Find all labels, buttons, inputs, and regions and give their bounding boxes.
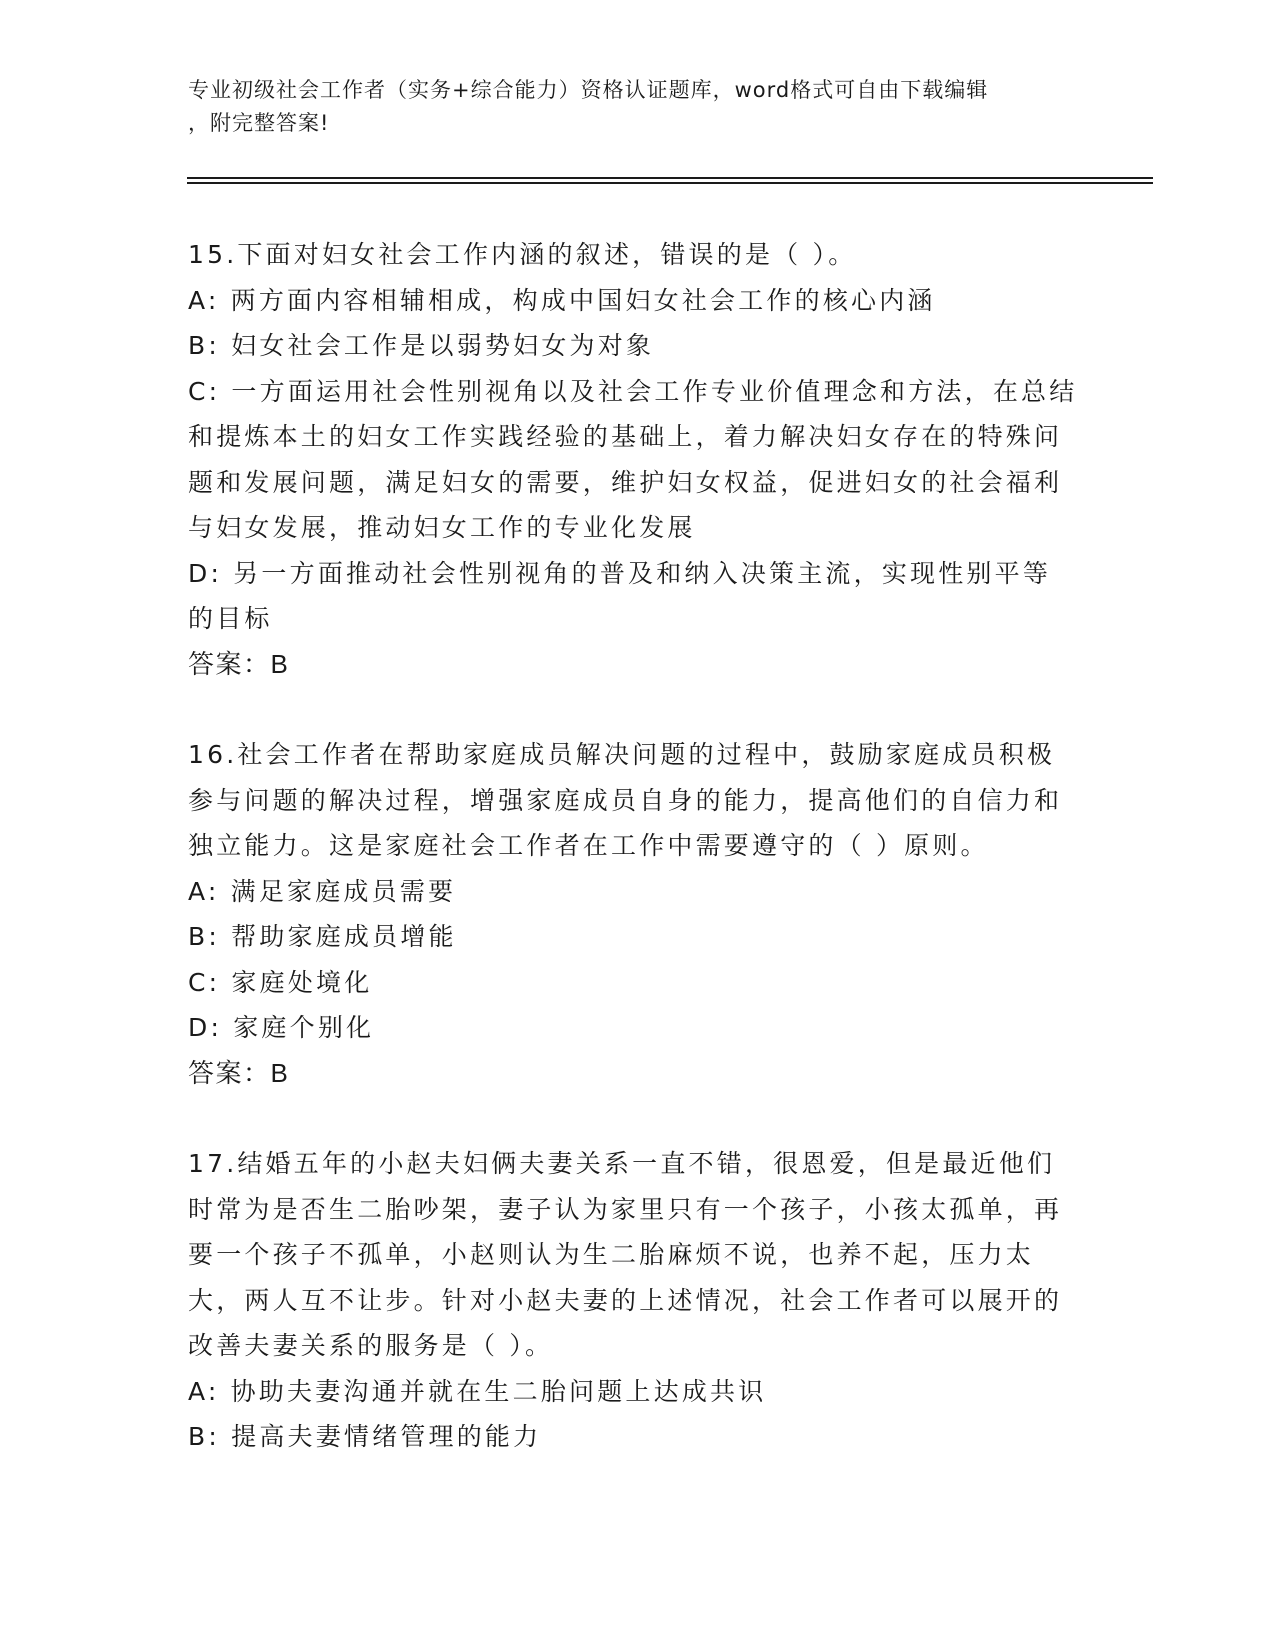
option-a: A: 协助夫妻沟通并就在生二胎问题上达成共识 xyxy=(188,1376,767,1406)
question-stem: 17.结婚五年的小赵夫妇俩夫妻关系一直不错，很恩爱，但是最近他们时常为是否生二胎吵架，妻子认为家里只有一个孩子，小孩太孤单，再要一个孩子不孤单，小赵则认为生二胎麻烦不说，也养不起，压力太大，两人互不让步。针对小赵夫妻的上述情况，社会工作者可以展开的改善夫妻关系的服务是（ ）。 xyxy=(188,1149,1063,1360)
header-divider-top xyxy=(187,177,1153,179)
question-list xyxy=(188,232,1078,1505)
header-title-line-2: ，附完整答案! xyxy=(188,111,330,135)
answer-line: 答案：B xyxy=(188,1057,290,1088)
question-17 xyxy=(188,1141,1078,1460)
option-a: A: 两方面内容相辅相成，构成中国妇女社会工作的核心内涵 xyxy=(188,285,936,315)
question-16 xyxy=(188,732,1078,1096)
header-title-line-1: 专业初级社会工作者（实务+综合能力）资格认证题库，word格式可自由下载编辑 xyxy=(188,78,989,102)
answer-line: 答案：B xyxy=(188,648,290,679)
header-divider-bottom xyxy=(187,182,1153,184)
option-c: C: 一方面运用社会性别视角以及社会工作专业价值理念和方法，在总结和提炼本土的妇女工作实践经验的基础上，着力解决妇女存在的特殊问题和发展问题，满足妇女的需要，维护妇女权益，促进妇女的社会福利与妇女发展，推动妇女工作的专业化发展 xyxy=(188,376,1078,542)
document-header xyxy=(188,74,1088,140)
question-stem: 15.下面对妇女社会工作内涵的叙述，错误的是（ ）。 xyxy=(188,240,857,269)
option-b: B: 提高夫妻情绪管理的能力 xyxy=(188,1422,542,1451)
option-b: B: 妇女社会工作是以弱势妇女为对象 xyxy=(188,331,655,360)
option-b: B: 帮助家庭成员增能 xyxy=(188,922,457,951)
option-d: D: 另一方面推动社会性别视角的普及和纳入决策主流，实现性别平等的目标 xyxy=(188,558,1052,633)
option-c: C: 家庭处境化 xyxy=(188,967,373,997)
option-d: D: 家庭个别化 xyxy=(188,1013,375,1042)
question-stem: 16.社会工作者在帮助家庭成员解决问题的过程中，鼓励家庭成员积极参与问题的解决过程，增强家庭成员自身的能力，提高他们的自信力和独立能力。这是家庭社会工作者在工作中需要遵守的（ ）原则。 xyxy=(188,740,1063,860)
question-15 xyxy=(188,232,1078,687)
option-a: A: 满足家庭成员需要 xyxy=(188,876,457,906)
